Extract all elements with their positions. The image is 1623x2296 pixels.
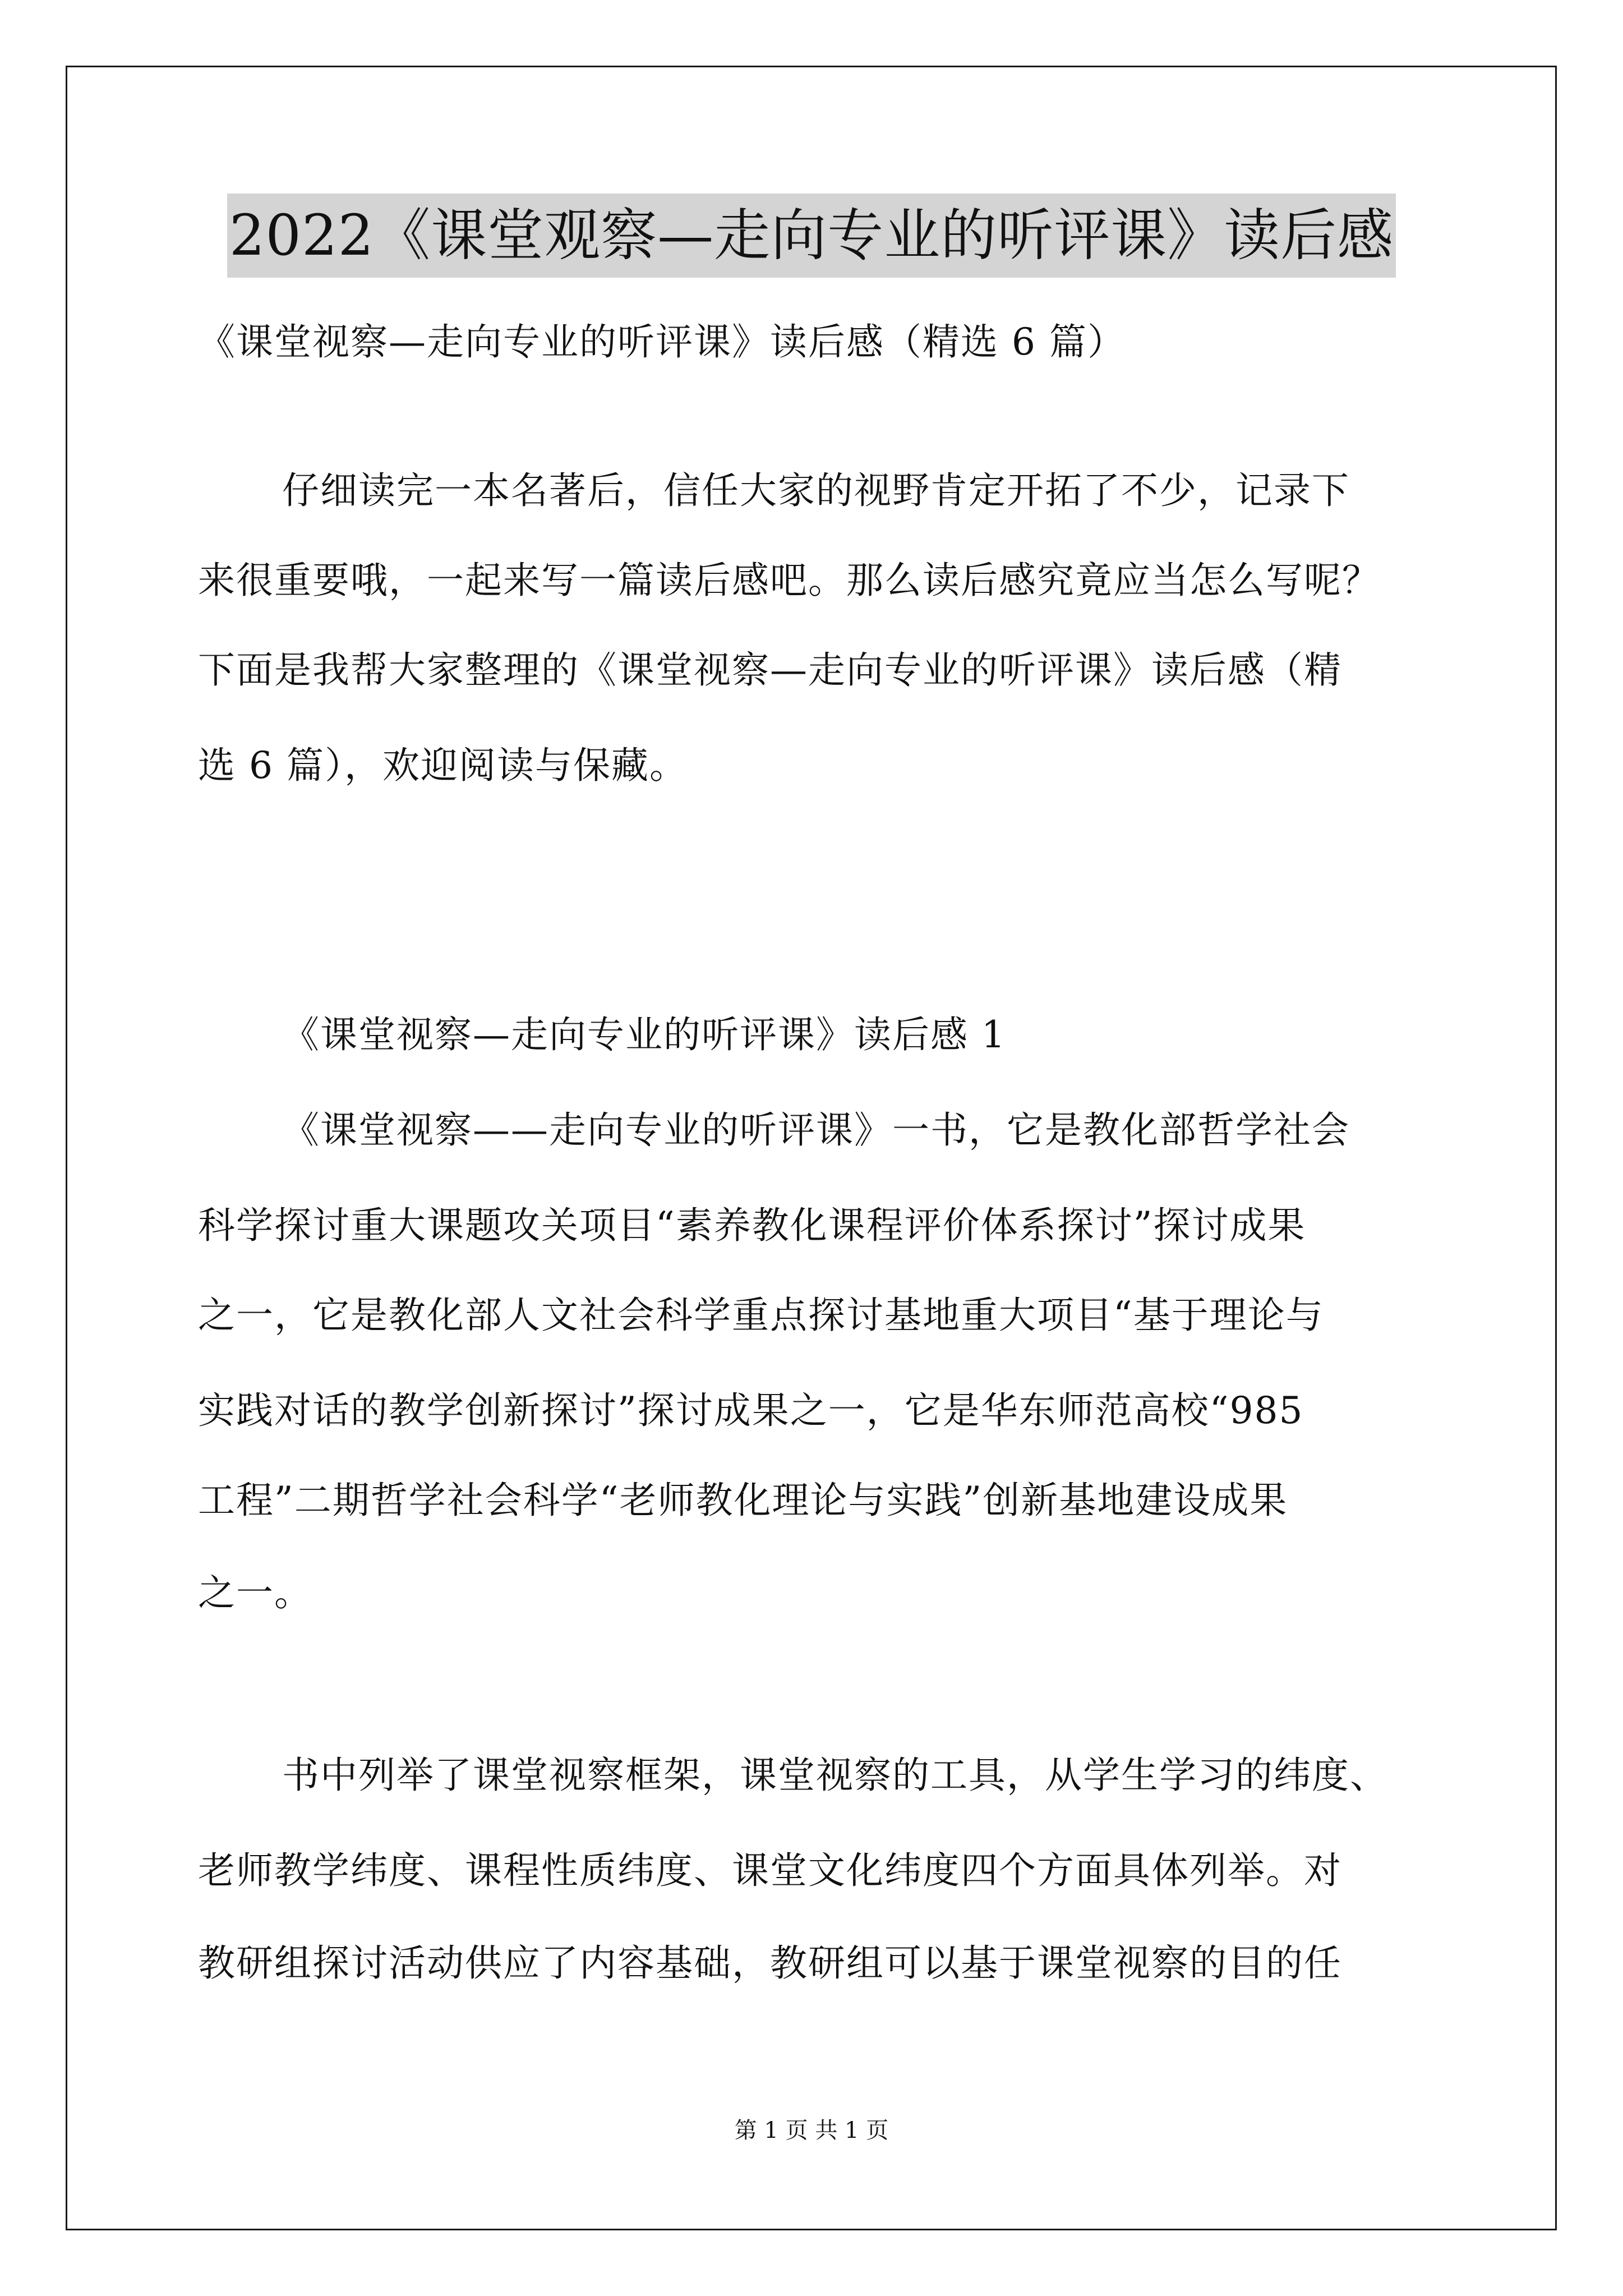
intro-line: 下面是我帮大家整理的《课堂视察—走向专业的听评课》读后感（精 (198, 648, 1342, 692)
paragraph-line: 工程”二期哲学社会科学“老师教化理论与实践”创新基地建设成果 (198, 1479, 1288, 1522)
page-number-footer: 第 1 页 共 1 页 (734, 2118, 889, 2143)
intro-line: 仔细读完一本名著后，信任大家的视野肯定开拓了不少，记录下 (282, 469, 1350, 512)
paragraph-line: 《课堂视察——走向专业的听评课》一书，它是教化部哲学社会 (282, 1108, 1350, 1152)
paragraph-line: 科学探讨重大课题攻关项目“素养教化课程评价体系探讨”探讨成果 (198, 1204, 1306, 1247)
intro-line: 来很重要哦，一起来写一篇读后感吧。那么读后感究竟应当怎么写呢？ (198, 559, 1380, 602)
intro-line: 选 6 篇），欢迎阅读与保藏。 (198, 744, 688, 787)
subtitle: 《课堂视察—走向专业的听评课》读后感（精选 6 篇） (198, 320, 1126, 364)
paragraph-line: 实践对话的教学创新探讨”探讨成果之一，它是华东师范高校“985 (198, 1389, 1304, 1432)
page-title: 2022《课堂观察—走向专业的听评课》读后感 (227, 194, 1396, 278)
paragraph-line: 之一。 (198, 1571, 312, 1614)
title-container (0, 194, 1623, 278)
paragraph-line: 教研组探讨活动供应了内容基础，教研组可以基于课堂视察的目的任 (198, 1941, 1342, 1985)
paragraph-line: 老师教学纬度、课程性质纬度、课堂文化纬度四个方面具体列举。对 (198, 1849, 1342, 1892)
paragraph-line: 书中列举了课堂视察框架，课堂视察的工具，从学生学习的纬度、 (282, 1754, 1388, 1797)
section-heading: 《课堂视察—走向专业的听评课》读后感 1 (282, 1013, 1006, 1056)
paragraph-line: 之一，它是教化部人文社会科学重点探讨基地重大项目“基于理论与 (198, 1294, 1324, 1337)
